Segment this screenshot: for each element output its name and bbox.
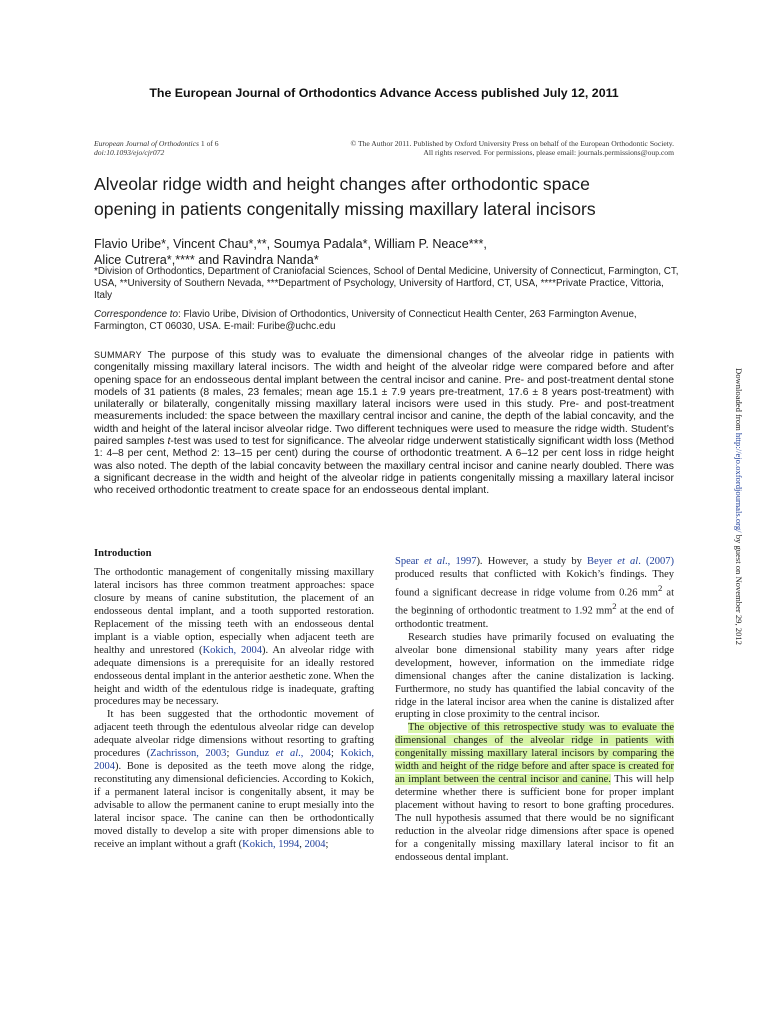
authors-line-1: Flavio Uribe*, Vincent Chau*,**, Soumya Padala*, William P. Neace***, [94, 237, 487, 251]
abstract [94, 349, 674, 498]
right-p1-text: at the beginning of orthodontic treatment to 1.92 mm [395, 587, 674, 617]
citation-link[interactable] [587, 556, 674, 567]
intro-paragraph-2 [94, 709, 374, 851]
summary-text-2: -test was used to test for significance. The alveolar ridge underwent statistically significant width loss (Method 1: 4–8 per cent, Method 2: 13–15 per cent) during the course of orthodontic treatment. A 6–12 per cent loss in ridge height was also noted. The depth of the labial concavity between the maxillary central incisor and canine nearly doubled. There was a significant decrease in the width and height of the alveolar ridge in patients congenitally missing a maxillary lateral incisor who received orthodontic treatment to create space for an endosseous dental implant. [94, 436, 674, 497]
journal-name: European Journal of Orthodontics [94, 139, 199, 148]
highlighted-text: The objective of this retrospective study was to evaluate the dimensional changes of the alveolar ridge in patients with congenitally missing maxillary lateral incisors by comparing the width and height of the ridge before and after space is created for an implant between the central incisor and canine. [395, 722, 674, 786]
summary-text-1: The purpose of this study was to evaluate the dimensional changes of the alveolar ridge in patients with congenitally missing maxillary lateral incisors. The width and height of the alveolar ridge were compared before and after opening space for an endosseous dental implant between the central incisor and canine. Pre- and post-treatment dental stone models of 31 patients (8 males, 23 females; mean age 15.1 ± 7.9 years pre-treatment, 17.6 ± 8 years post-treatment) with unilaterally or bilaterally, congenitally missing maxillary lateral incisors were used in this study. Pre- and post-treatment measurements included: the space between the maxillary central incisor and canine, the depth of the labial concavity, and the width and height of the lateral incisor alveolar ridge. Two different techniques were used to measure the ridge width. Student’s paired samples [94, 350, 674, 448]
page-count: 1 of 6 [200, 139, 219, 148]
citation-year: . (2007) [638, 556, 674, 567]
journal-meta [94, 139, 219, 157]
citation-link[interactable] [236, 748, 331, 759]
citation-author: Spear [395, 556, 425, 567]
t-symbol: t [167, 436, 171, 448]
doi: doi:10.1093/ejo/cjr072 [94, 148, 165, 157]
citation-author: Gunduz [235, 748, 276, 760]
author-list [94, 236, 694, 268]
section-heading-introduction: Introduction [94, 548, 152, 559]
right-paragraph-3 [395, 722, 674, 864]
intro-p2-text: It has been suggested that the orthodontic movement of adjacent teeth through the edentulous alveolar ridge can develop adequate alveolar ridge dimensions without resorting to grafting procedures ( [94, 709, 374, 760]
citation-year: ., 1997 [445, 556, 477, 567]
authors-line-2: Alice Cutrera*,**** and Ravindra Nanda* [94, 253, 319, 267]
citation-link[interactable] [395, 556, 476, 567]
download-prefix: Downloaded from [734, 368, 744, 433]
journal-site-link[interactable]: http://ejo.oxfordjournals.org/ [734, 432, 744, 533]
correspondence [94, 309, 679, 333]
right-p1-text: produced results that conflicted with Kokich’s findings. They found a significant decrease in ridge volume from 0.26 mm [395, 568, 674, 599]
left-column [94, 548, 374, 852]
citation-author: Beyer [587, 556, 618, 567]
citation-year: ., 2004 [298, 748, 331, 760]
copyright-notice [350, 139, 674, 157]
intro-paragraph-1 [94, 567, 374, 709]
citation-link[interactable]: Kokich, 2004 [202, 644, 262, 656]
download-suffix: by guest on November 29, 2012 [734, 532, 744, 645]
citation-separator: ; [226, 748, 236, 760]
superscript: 2 [612, 601, 617, 612]
citation-link[interactable]: Zachrisson, 2003 [150, 748, 227, 760]
article-title [94, 172, 694, 222]
correspondence-text: : Flavio Uribe, Division of Orthodontics, University of Connecticut Health Center, 263 Farmington Avenue, Farmington, CT 06030, USA. E-mail: Furibe@uchc.edu [94, 309, 637, 332]
citation-etal: et al [424, 556, 446, 567]
intro-p2-text: ). Bone is deposited as the teeth move along the ridge, reconstituting any dimensional deficiencies. According to Kokich, if a permanent lateral incisor is congenitally absent, it may be advisable to allow the permanent canine to erupt mesially into the lateral incisor space. The canine can then be orthodontically moved distally to develop a site with proper dimensions able to receive an implant without a graft ( [94, 761, 374, 850]
intro-p1-text: The orthodontic management of congenitally missing maxillary lateral incisors has three common treatment approaches: space closure by means of canine substitution, the placement of an endosseous dental implant, and a tooth supported restoration. Replacement of the missing teeth with an endosseous dental implant is a viable option, especially when adjacent teeth are healthy and unrestored ( [94, 566, 374, 656]
right-paragraph-2: Research studies have primarily focused on evaluating the alveolar bone dimensional stability many years after ridge development, however, information on the immediate ridge dimensional changes after the canine distalization is lacking. Furthermore, no study has quantified the labial concavity of the ridge in the lateral incisor area when the canine is distalized after erupting in close proximity to the central incisor. [395, 631, 674, 721]
citation-etal: et al [617, 556, 639, 567]
copyright-line-2: All rights reserved. For permissions, please email: journals.permissions@oup.com [423, 148, 674, 157]
title-line-2: opening in patients congenitally missing maxillary lateral incisors [94, 199, 596, 219]
citation-link[interactable]: 2004 [304, 838, 326, 850]
right-p3-text: This will help determine whether there is sufficient bone for proper implant placement without having to resort to bone grafting procedures. The null hypothesis assumed that there would be no significant reduction in the alveolar ridge dimensions after space is opened for a congenitally missing maxillary lateral incisor to fit an endosseous dental implant. [395, 774, 675, 863]
correspondence-label: Correspondence to [94, 309, 178, 320]
superscript: 2 [657, 582, 663, 593]
right-p1-text: at the end of orthodontic treatment. [395, 605, 674, 630]
title-line-1: Alveolar ridge width and height changes after orthodontic space [94, 174, 590, 194]
right-column [395, 556, 674, 865]
right-p1-text: ). However, a study by [476, 556, 588, 567]
citation-separator: ; [330, 748, 341, 760]
citation-link[interactable]: Kokich, 2004 [94, 748, 375, 773]
copyright-line-1: © The Author 2011. Published by Oxford University Press on behalf of the European Orthodontic Society. [350, 139, 674, 148]
right-paragraph-1 [395, 556, 674, 632]
affiliations: *Division of Orthodontics, Department of Craniofacial Sciences, School of Dental Medicine, University of Connecticut, Farmington, CT, USA, **University of Southern Nevada, ***Department of Psychology, University of Hartford, CT, USA, ****Private Practice, Vittoria, Italy [94, 266, 679, 301]
intro-p1-text: ). An alveolar ridge with adequate dimensions is a prerequisite for an ideally restored endosseous dental implant in the anterior aesthetic zone. When the height and width of the edentulous ridge is inadequate, grafting procedures may be necessary. [94, 644, 374, 708]
journal-banner: The European Journal of Orthodontics Advance Access published July 12, 2011 [149, 86, 619, 100]
intro-p2-text: ; [325, 838, 329, 850]
citation-etal: et al [275, 748, 299, 760]
download-note-text [734, 368, 744, 645]
summary-label: SUMMARY [94, 350, 142, 360]
citation-separator: , [299, 838, 305, 850]
citation-link[interactable]: Kokich, 1994 [242, 838, 300, 850]
